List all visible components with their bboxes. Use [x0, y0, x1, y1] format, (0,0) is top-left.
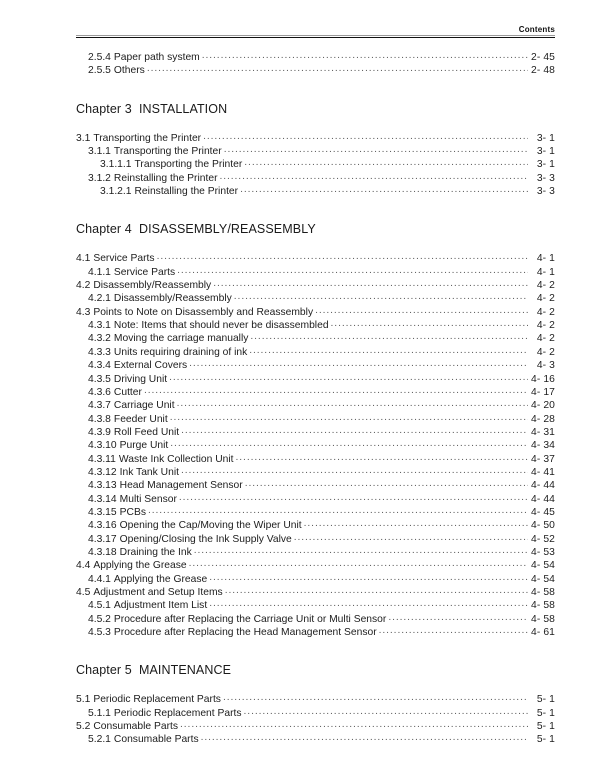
toc-entry-number: 4.3.8 — [88, 413, 111, 424]
toc-entry-2-5-4[interactable] — [88, 49, 555, 62]
toc-entry-title: Opening/Closing the Ink Supply Valve — [119, 533, 292, 544]
toc-entry-page-number: 2- 48 — [531, 65, 555, 76]
toc-leader-dots — [225, 584, 528, 595]
toc-entry-4-3-11[interactable] — [88, 451, 555, 464]
toc-entry-4-4-1[interactable] — [88, 571, 555, 584]
toc-entry-4-5[interactable] — [76, 584, 555, 597]
toc-entry-page-number: 4- 45 — [531, 506, 555, 518]
toc-entry-4-3-5[interactable] — [88, 371, 555, 384]
toc-entry-number: 4.3.10 — [88, 440, 117, 451]
toc-entry-4-5-3[interactable] — [88, 624, 555, 637]
toc-entry-number: 4.3.15 — [88, 506, 117, 518]
toc-entry-page-number: 4- 54 — [531, 560, 555, 571]
toc-entry-4-1[interactable] — [76, 250, 555, 263]
chapter-label: Chapter 5 — [76, 663, 132, 678]
toc-entry-title: Adjustment Item List — [113, 600, 208, 611]
toc-entry-page-number: 5- 1 — [536, 694, 555, 705]
toc-leader-dots — [209, 597, 528, 608]
toc-entry-4-3-3[interactable] — [88, 344, 555, 357]
toc-entry-3-1-2[interactable] — [88, 170, 555, 183]
toc-entry-number: 4.3.3 — [88, 346, 111, 358]
chapter-heading-spacer — [76, 116, 555, 130]
toc-entry-page-number: 4- 34 — [531, 440, 555, 451]
toc-entry-title: PCBs — [119, 506, 146, 518]
toc-entry-page-number: 4- 54 — [531, 573, 555, 584]
toc-entry-4-3-2[interactable] — [88, 330, 555, 343]
toc-entry-page-number: 4- 58 — [531, 587, 555, 598]
toc-entry-title: Note: Items that should never be disassembled — [113, 320, 329, 331]
toc-entry-4-3-4[interactable] — [88, 357, 555, 370]
toc-entry-5-1[interactable] — [76, 691, 555, 704]
toc-leader-dots — [202, 49, 528, 60]
toc-entry-number: 4.4.1 — [88, 573, 111, 584]
toc-entry-number: 3.1 — [76, 132, 91, 144]
toc-leader-dots — [170, 437, 528, 448]
toc-entry-page-number: 2- 45 — [531, 52, 555, 63]
toc-entry-page-number: 4- 2 — [536, 293, 555, 304]
toc-entry-title: Multi Sensor — [119, 493, 177, 504]
toc-entry-page-number: 5- 1 — [536, 734, 555, 745]
toc-entry-4-2-1[interactable] — [88, 290, 555, 303]
toc-entry-number: 4.3.11 — [88, 453, 116, 464]
toc-entry-number: 4.4 — [76, 560, 91, 571]
toc-entry-number: 4.1.1 — [88, 266, 111, 278]
toc-entry-number: 4.3.4 — [88, 360, 111, 371]
toc-entry-title: Consumable Parts — [113, 734, 199, 745]
toc-leader-dots — [181, 424, 528, 435]
toc-entry-number: 3.1.1 — [88, 146, 111, 157]
toc-entry-number: 4.3.14 — [88, 493, 117, 504]
toc-entry-page-number: 4- 41 — [531, 466, 555, 478]
toc-entry-4-3[interactable] — [76, 304, 555, 317]
toc-entry-number: 4.5 — [76, 587, 91, 598]
toc-entry-number: 4.3.16 — [88, 520, 117, 531]
toc-entry-title: Applying the Grease — [113, 573, 208, 584]
toc-leader-dots — [240, 183, 528, 194]
chapter-title: DISASSEMBLY/REASSEMBLY — [138, 222, 316, 237]
toc-leader-dots — [177, 264, 528, 275]
toc-entry-4-4[interactable] — [76, 557, 555, 570]
toc-entry-4-3-18[interactable] — [88, 544, 555, 557]
toc-leader-dots — [315, 304, 528, 315]
toc-entry-page-number: 4- 31 — [531, 426, 555, 438]
toc-leader-dots — [244, 156, 528, 167]
toc-entry-title: Reinstalling the Printer — [134, 186, 239, 197]
toc-entry-4-3-12[interactable] — [88, 464, 555, 477]
toc-leader-dots — [223, 691, 528, 702]
toc-entry-page-number: 4- 53 — [531, 546, 555, 558]
toc-entry-title: Periodic Replacement Parts — [93, 694, 221, 705]
toc-entry-title: Paper path system — [113, 52, 200, 63]
toc-entry-3-1[interactable] — [76, 130, 555, 143]
toc-entry-page-number: 4- 2 — [536, 306, 555, 318]
toc-entry-page-number: 4- 3 — [536, 360, 555, 371]
toc-entry-page-number: 4- 61 — [531, 627, 555, 638]
toc-entry-title: Points to Note on Disassembly and Reassembly — [93, 306, 314, 318]
table-of-contents — [76, 49, 555, 745]
toc-entry-title: Units requiring draining of ink — [113, 346, 248, 358]
toc-entry-4-3-1[interactable] — [88, 317, 555, 330]
toc-entry-page-number: 3- 1 — [536, 132, 555, 144]
toc-leader-dots — [379, 624, 528, 635]
chapter-label: Chapter 3 — [76, 101, 132, 116]
toc-entry-number: 4.3.6 — [88, 386, 111, 398]
toc-entry-page-number: 4- 1 — [536, 266, 555, 278]
toc-entry-title: Consumable Parts — [93, 721, 179, 732]
toc-leader-dots — [189, 357, 528, 368]
toc-entry-title: Waste Ink Collection Unit — [118, 453, 234, 464]
toc-entry-page-number: 3- 1 — [536, 159, 555, 170]
toc-entry-title: Reinstalling the Printer — [113, 172, 218, 184]
toc-entry-number: 4.5.3 — [88, 627, 111, 638]
toc-entry-4-5-2[interactable] — [88, 611, 555, 624]
toc-leader-dots — [209, 571, 528, 582]
toc-leader-dots — [203, 130, 528, 141]
toc-entry-page-number: 4- 1 — [536, 253, 555, 264]
toc-leader-dots — [220, 170, 529, 181]
toc-leader-dots — [236, 451, 528, 462]
chapter-heading-installation — [76, 102, 555, 116]
toc-entry-title: Transporting the Printer — [134, 159, 243, 170]
toc-leader-dots — [189, 557, 528, 568]
toc-leader-dots — [213, 277, 528, 288]
toc-entry-number: 4.3.12 — [88, 466, 117, 478]
toc-entry-number: 4.2 — [76, 280, 91, 291]
toc-entry-page-number: 4- 2 — [536, 346, 555, 358]
chapter-spacer — [76, 196, 555, 222]
toc-entry-title: Moving the carriage manually — [113, 333, 249, 344]
toc-entry-4-3-15[interactable] — [88, 504, 555, 517]
toc-entry-page-number: 4- 52 — [531, 533, 555, 544]
toc-entry-4-3-16[interactable] — [88, 517, 555, 530]
toc-entry-title: Ink Tank Unit — [119, 466, 179, 478]
toc-entry-title: Carriage Unit — [113, 400, 175, 411]
toc-entry-number: 4.3.18 — [88, 546, 117, 558]
toc-entry-page-number: 4- 28 — [531, 413, 555, 424]
chapter-label: Chapter 4 — [76, 222, 132, 237]
header-divider-thick-line — [76, 37, 555, 39]
toc-entry-title: Procedure after Replacing the Carriage Unit or Multi Sensor — [113, 613, 387, 625]
toc-leader-dots — [234, 290, 528, 301]
toc-entry-page-number: 3- 3 — [536, 172, 555, 184]
toc-leader-dots — [148, 504, 528, 515]
toc-leader-dots — [177, 397, 528, 408]
toc-leader-dots — [201, 731, 528, 742]
toc-entry-number: 4.2.1 — [88, 293, 111, 304]
toc-entry-title: Opening the Cap/Moving the Wiper Unit — [119, 520, 302, 531]
toc-entry-4-3-10[interactable] — [88, 437, 555, 450]
running-header-title: Contents — [518, 25, 555, 34]
toc-entry-5-2-1[interactable] — [88, 731, 555, 744]
toc-entry-title: Applying the Grease — [93, 560, 187, 571]
toc-entry-number: 4.3.17 — [88, 533, 117, 544]
chapter-heading-disassembly-reassembly — [76, 222, 555, 236]
toc-entry-4-2[interactable] — [76, 277, 555, 290]
toc-entry-number: 4.1 — [76, 253, 91, 264]
toc-leader-dots — [170, 411, 528, 422]
toc-entry-number: 4.3.7 — [88, 400, 111, 411]
toc-entry-page-number: 4- 16 — [531, 373, 555, 384]
toc-entry-number: 4.3 — [76, 306, 91, 318]
toc-leader-dots — [194, 544, 528, 555]
chapter-spacer — [76, 637, 555, 663]
toc-entry-page-number: 4- 2 — [536, 280, 555, 291]
chapter-heading-spacer — [76, 677, 555, 691]
toc-entry-number: 2.5.4 — [88, 52, 111, 63]
toc-entry-4-3-17[interactable] — [88, 531, 555, 544]
toc-entry-title: Roll Feed Unit — [113, 426, 180, 438]
toc-leader-dots — [180, 718, 528, 729]
toc-entry-page-number: 5- 1 — [536, 707, 555, 719]
toc-entry-number: 2.5.5 — [88, 65, 111, 76]
toc-entry-title: Others — [113, 65, 145, 76]
toc-entry-page-number: 4- 2 — [536, 320, 555, 331]
toc-entry-title: Adjustment and Setup Items — [93, 587, 223, 598]
toc-entry-page-number: 4- 17 — [531, 386, 555, 398]
chapter-heading-maintenance — [76, 663, 555, 677]
chapter-title: MAINTENANCE — [138, 663, 232, 678]
toc-entry-number: 4.5.2 — [88, 613, 111, 625]
toc-leader-dots — [169, 371, 528, 382]
toc-entry-page-number: 4- 58 — [531, 600, 555, 611]
toc-leader-dots — [249, 344, 528, 355]
toc-entry-page-number: 4- 58 — [531, 613, 555, 625]
toc-entry-number: 4.3.1 — [88, 320, 111, 331]
toc-entry-3-1-1-1[interactable] — [100, 156, 555, 169]
toc-leader-dots — [181, 464, 528, 475]
toc-entry-title: Disassembly/Reassembly — [93, 280, 212, 291]
toc-entry-number: 3.1.2.1 — [100, 186, 132, 197]
toc-entry-title: Service Parts — [93, 253, 155, 264]
toc-entry-number: 4.3.9 — [88, 426, 111, 438]
toc-entry-page-number: 4- 20 — [531, 400, 555, 411]
toc-entry-title: Draining the Ink — [119, 546, 192, 558]
toc-entry-title: Head Management Sensor — [119, 480, 243, 491]
toc-entry-4-3-14[interactable] — [88, 491, 555, 504]
chapter-heading-spacer — [76, 236, 555, 250]
toc-entry-title: Purge Unit — [119, 440, 169, 451]
toc-entry-5-1-1[interactable] — [88, 705, 555, 718]
toc-leader-dots — [294, 531, 528, 542]
toc-leader-dots — [144, 384, 528, 395]
toc-entry-page-number: 3- 3 — [536, 186, 555, 197]
toc-leader-dots — [157, 250, 528, 261]
toc-entry-title: Service Parts — [113, 266, 176, 278]
toc-entry-page-number: 4- 44 — [531, 493, 555, 504]
toc-entry-5-2[interactable] — [76, 718, 555, 731]
toc-entry-2-5-5[interactable] — [88, 62, 555, 75]
toc-entry-page-number: 4- 44 — [531, 480, 555, 491]
toc-entry-4-5-1[interactable] — [88, 597, 555, 610]
toc-entry-4-1-1[interactable] — [88, 264, 555, 277]
toc-leader-dots — [244, 705, 528, 716]
toc-leader-dots — [331, 317, 528, 328]
toc-entry-title: Disassembly/Reassembly — [113, 293, 232, 304]
toc-entry-number: 3.1.2 — [88, 172, 111, 184]
toc-entry-title: Procedure after Replacing the Head Management Sensor — [113, 627, 377, 638]
toc-entry-page-number: 4- 37 — [531, 453, 555, 464]
toc-leader-dots — [179, 491, 528, 502]
chapter-title: INSTALLATION — [138, 101, 228, 116]
toc-entry-3-1-2-1[interactable] — [100, 183, 555, 196]
toc-entry-number: 4.5.1 — [88, 600, 111, 611]
toc-entry-number: 5.1.1 — [88, 707, 111, 719]
chapter-spacer — [76, 76, 555, 102]
toc-entry-page-number: 4- 2 — [536, 333, 555, 344]
toc-entry-number: 4.3.13 — [88, 480, 117, 491]
toc-leader-dots — [245, 477, 528, 488]
toc-entry-page-number: 4- 50 — [531, 520, 555, 531]
toc-leader-dots — [388, 611, 528, 622]
toc-entry-number: 5.1 — [76, 694, 91, 705]
toc-entry-title: Driving Unit — [113, 373, 168, 384]
toc-entry-number: 4.3.2 — [88, 333, 111, 344]
toc-leader-dots — [224, 143, 528, 154]
toc-leader-dots — [304, 517, 528, 528]
toc-entry-title: Transporting the Printer — [113, 146, 222, 157]
toc-entry-4-3-9[interactable] — [88, 424, 555, 437]
toc-entry-page-number: 5- 1 — [536, 721, 555, 732]
toc-entry-title: Feeder Unit — [113, 413, 168, 424]
toc-entry-title: Periodic Replacement Parts — [113, 707, 242, 719]
toc-leader-dots — [250, 330, 528, 341]
toc-entry-title: External Covers — [113, 360, 188, 371]
toc-entry-4-3-6[interactable] — [88, 384, 555, 397]
toc-entry-page-number: 3- 1 — [536, 146, 555, 157]
toc-entry-number: 3.1.1.1 — [100, 159, 132, 170]
toc-entry-3-1-1[interactable] — [88, 143, 555, 156]
toc-entry-title: Cutter — [113, 386, 142, 398]
toc-leader-dots — [147, 62, 528, 73]
toc-entry-title: Transporting the Printer — [93, 132, 202, 144]
toc-entry-4-3-13[interactable] — [88, 477, 555, 490]
toc-entry-4-3-8[interactable] — [88, 411, 555, 424]
toc-entry-number: 5.2 — [76, 721, 91, 732]
header-divider-rule — [76, 35, 555, 38]
toc-entry-4-3-7[interactable] — [88, 397, 555, 410]
toc-entry-number: 5.2.1 — [88, 734, 111, 745]
toc-entry-number: 4.3.5 — [88, 373, 111, 384]
